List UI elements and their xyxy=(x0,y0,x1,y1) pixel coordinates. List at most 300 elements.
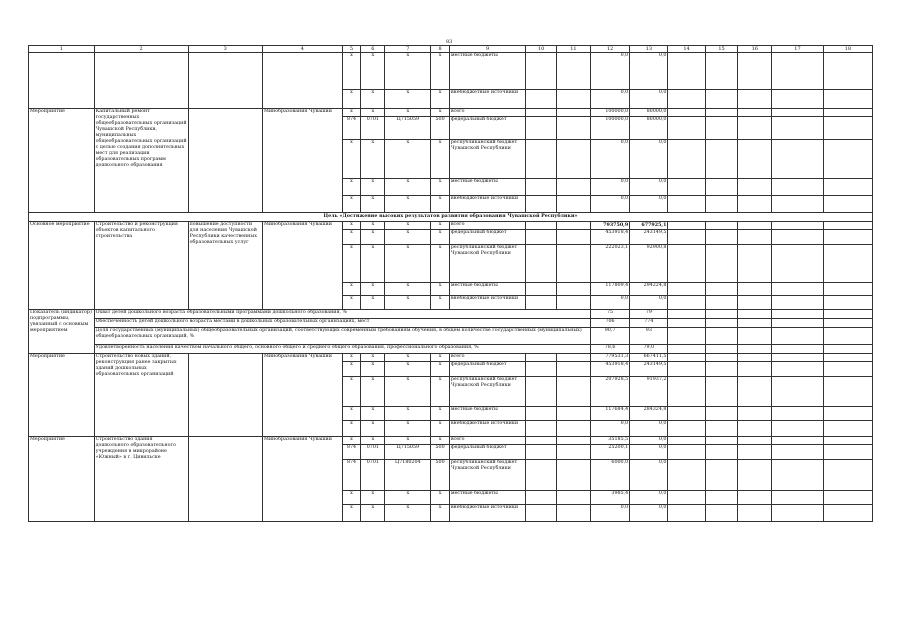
value-col12: 0,0 xyxy=(590,421,629,437)
empty-cell xyxy=(668,296,705,310)
empty-cell xyxy=(556,179,590,196)
kbk-grbs: x xyxy=(342,109,361,117)
empty-cell xyxy=(668,310,705,319)
empty-cell xyxy=(772,460,823,491)
empty-cell xyxy=(772,354,823,362)
empty-cell xyxy=(772,328,823,345)
empty-cell xyxy=(823,245,872,283)
empty-cell xyxy=(772,377,823,407)
empty-cell xyxy=(556,196,590,213)
empty-cell xyxy=(526,109,557,117)
finance-row xyxy=(29,53,873,90)
empty-cell xyxy=(705,421,738,437)
funding-source: местные бюджеты xyxy=(449,491,526,505)
empty-cell xyxy=(668,407,705,421)
kbk-grbs: x xyxy=(342,421,361,437)
kbk-section: x xyxy=(361,362,385,377)
empty-cell xyxy=(668,460,705,491)
empty-cell xyxy=(772,245,823,283)
empty-cell xyxy=(738,362,772,377)
empty-cell xyxy=(738,319,772,328)
empty-cell xyxy=(526,179,557,196)
empty-cell xyxy=(772,109,823,117)
value-col12: 3985,4 xyxy=(590,491,629,505)
funding-source: федеральный бюджет xyxy=(449,362,526,377)
kbk-grbs: x xyxy=(342,283,361,296)
empty-cell xyxy=(556,421,590,437)
empty-cell xyxy=(668,345,705,354)
value-col12: 207928,5 xyxy=(590,377,629,407)
empty-cell xyxy=(668,354,705,362)
indicator-label: Показатель (индикатор) подпрограммы, увязанный с основным мероприятием xyxy=(29,310,95,354)
kbk-section: x xyxy=(361,354,385,362)
empty-cell xyxy=(556,460,590,491)
kbk-target: x xyxy=(385,362,431,377)
kbk-type: x xyxy=(431,222,450,230)
empty-cell xyxy=(738,345,772,354)
value-col12: 222023,1 xyxy=(590,245,629,283)
empty-cell xyxy=(772,421,823,437)
empty-cell xyxy=(705,491,738,505)
empty-cell xyxy=(823,491,872,505)
finance-row xyxy=(29,222,873,230)
empty-cell xyxy=(772,140,823,179)
executor-cell: Минобразования Чувашии xyxy=(262,109,342,213)
empty-cell xyxy=(772,196,823,213)
kbk-target: x xyxy=(385,283,431,296)
kbk-type: x xyxy=(431,53,450,90)
empty-cell xyxy=(556,140,590,179)
indicator-value-12: 90,7 xyxy=(590,328,629,345)
empty-cell xyxy=(738,117,772,140)
header-cell: 17 xyxy=(772,46,823,53)
value-col13: 91937,2 xyxy=(630,377,668,407)
kbk-grbs: x xyxy=(342,53,361,90)
empty-cell xyxy=(738,437,772,445)
empty-cell xyxy=(556,377,590,407)
kbk-target: Ц715059 xyxy=(385,445,431,460)
kbk-grbs: x xyxy=(342,354,361,362)
empty-cell xyxy=(556,505,590,522)
header-cell: 10 xyxy=(526,46,557,53)
header-cell: 15 xyxy=(705,46,738,53)
value-col12: 100000,0 xyxy=(590,109,629,117)
empty-cell xyxy=(526,283,557,296)
indicator-value-13: 93 xyxy=(630,328,668,345)
empty-cell xyxy=(526,53,557,90)
empty-cell xyxy=(668,140,705,179)
empty-cell xyxy=(823,117,872,140)
target-cell xyxy=(188,109,262,213)
kbk-grbs: 874 xyxy=(342,445,361,460)
empty-cell xyxy=(823,407,872,421)
empty-cell xyxy=(823,377,872,407)
empty-cell xyxy=(823,109,872,117)
empty-cell xyxy=(738,230,772,245)
empty-cell xyxy=(556,437,590,445)
empty-cell xyxy=(705,407,738,421)
indicator-row xyxy=(29,310,873,319)
value-col13: 0,0 xyxy=(630,196,668,213)
funding-source: всего xyxy=(449,354,526,362)
header-cell: 16 xyxy=(738,46,772,53)
empty-cell xyxy=(668,196,705,213)
header-cell: 18 xyxy=(823,46,872,53)
empty-cell xyxy=(823,421,872,437)
kbk-type: 500 xyxy=(431,460,450,491)
header-cell: 8 xyxy=(431,46,450,53)
kbk-section: x xyxy=(361,283,385,296)
value-col13: 0,0 xyxy=(630,90,668,109)
empty-cell xyxy=(772,491,823,505)
empty-cell xyxy=(556,283,590,296)
kbk-grbs: x xyxy=(342,296,361,310)
empty-cell xyxy=(556,445,590,460)
header-cell: 12 xyxy=(590,46,629,53)
kbk-target: x xyxy=(385,407,431,421)
kbk-target: x xyxy=(385,53,431,90)
empty-cell xyxy=(668,491,705,505)
kbk-section: x xyxy=(361,179,385,196)
empty-cell xyxy=(705,505,738,522)
executor-cell: Минобразования Чувашии xyxy=(262,354,342,437)
header-cell: 2 xyxy=(94,46,188,53)
empty-cell xyxy=(668,362,705,377)
kbk-target: x xyxy=(385,222,431,230)
kbk-type: x xyxy=(431,245,450,283)
empty-cell xyxy=(705,117,738,140)
empty-cell xyxy=(526,445,557,460)
kbk-section: x xyxy=(361,437,385,445)
indicator-text: Обеспеченность детей дошкольного возраста местами в дошкольных образовательных организациях, мест xyxy=(94,319,590,328)
empty-cell xyxy=(705,196,738,213)
empty-cell xyxy=(772,230,823,245)
value-col12: 35185,5 xyxy=(590,437,629,445)
kbk-grbs: x xyxy=(342,505,361,522)
executor-cell: Минобразования Чувашии xyxy=(262,222,342,310)
value-col13: 243149,5 xyxy=(630,362,668,377)
empty-cell xyxy=(772,179,823,196)
empty-cell xyxy=(668,245,705,283)
kbk-type: x xyxy=(431,354,450,362)
empty-cell xyxy=(705,245,738,283)
kbk-type: x xyxy=(431,230,450,245)
value-col12: 25200,1 xyxy=(590,445,629,460)
status-cell: Мероприятие xyxy=(29,109,95,213)
empty-cell xyxy=(556,296,590,310)
finance-row xyxy=(29,109,873,117)
empty-cell xyxy=(526,407,557,421)
empty-cell xyxy=(705,179,738,196)
funding-source: местные бюджеты xyxy=(449,283,526,296)
empty-cell xyxy=(823,179,872,196)
kbk-type: x xyxy=(431,109,450,117)
indicator-value-12: 706 xyxy=(590,319,629,328)
empty-cell xyxy=(705,362,738,377)
kbk-type: x xyxy=(431,196,450,213)
value-col12: 0,0 xyxy=(590,140,629,179)
kbk-target: x xyxy=(385,491,431,505)
value-col13: 80000,0 xyxy=(630,109,668,117)
funding-source: республиканский бюджет Чувашской Республики xyxy=(449,460,526,491)
empty-cell xyxy=(526,460,557,491)
empty-cell xyxy=(823,196,872,213)
empty-cell xyxy=(526,140,557,179)
kbk-section: 0701 xyxy=(361,460,385,491)
kbk-section: x xyxy=(361,90,385,109)
kbk-section: x xyxy=(361,505,385,522)
kbk-type: x xyxy=(431,505,450,522)
indicator-text: Доля государственных (муниципальных) общеобразовательных организаций, соответствующих современным требованиям обучения, в общем количестве государственных (муниципальных) общеобразовательных организаций, % xyxy=(94,328,590,345)
kbk-target: x xyxy=(385,230,431,245)
empty-cell xyxy=(738,296,772,310)
empty-cell xyxy=(738,109,772,117)
empty-cell xyxy=(556,491,590,505)
empty-cell xyxy=(556,117,590,140)
value-col13: 0,0 xyxy=(630,445,668,460)
empty-cell xyxy=(668,109,705,117)
kbk-section: x xyxy=(361,53,385,90)
indicator-row xyxy=(29,345,873,354)
description-cell: Строительство новых зданий, реконструкция ранее закрытых зданий дошкольных образовательных организаций xyxy=(94,354,188,437)
funding-source: федеральный бюджет xyxy=(449,445,526,460)
empty-cell xyxy=(823,319,872,328)
empty-cell xyxy=(738,377,772,407)
empty-cell xyxy=(823,90,872,109)
funding-source: всего xyxy=(449,222,526,230)
kbk-target: x xyxy=(385,140,431,179)
empty-cell xyxy=(526,245,557,283)
empty-cell xyxy=(823,283,872,296)
empty-cell xyxy=(705,460,738,491)
kbk-type: x xyxy=(431,179,450,196)
kbk-grbs: x xyxy=(342,140,361,179)
value-col13: 0,0 xyxy=(630,421,668,437)
empty-cell xyxy=(526,491,557,505)
empty-cell xyxy=(738,196,772,213)
empty-cell xyxy=(823,460,872,491)
empty-cell xyxy=(705,283,738,296)
empty-cell xyxy=(823,505,872,522)
empty-cell xyxy=(556,222,590,230)
funding-source: местные бюджеты xyxy=(449,53,526,90)
kbk-target: x xyxy=(385,505,431,522)
empty-cell xyxy=(556,109,590,117)
funding-source: внебюджетные источники xyxy=(449,90,526,109)
kbk-type: x xyxy=(431,90,450,109)
empty-cell xyxy=(772,310,823,319)
indicator-value-13: 774 xyxy=(630,319,668,328)
empty-cell xyxy=(823,345,872,354)
empty-cell xyxy=(738,328,772,345)
executor-cell: Минобразования Чувашии xyxy=(262,437,342,522)
kbk-section: x xyxy=(361,230,385,245)
empty-cell xyxy=(705,445,738,460)
empty-cell xyxy=(772,319,823,328)
empty-cell xyxy=(705,377,738,407)
value-col12: 793750,9 xyxy=(590,222,629,230)
target-cell xyxy=(188,354,262,437)
kbk-grbs: x xyxy=(342,230,361,245)
empty-cell xyxy=(823,230,872,245)
value-col12: 117809,4 xyxy=(590,283,629,296)
empty-cell xyxy=(668,53,705,90)
target-cell: повышение доступности для населения Чувашской Республики качественных образовательных услуг xyxy=(188,222,262,310)
value-col13: 0,0 xyxy=(630,491,668,505)
value-col13: 243149,5 xyxy=(630,230,668,245)
empty-cell xyxy=(705,109,738,117)
kbk-type: x xyxy=(431,140,450,179)
kbk-grbs: 874 xyxy=(342,117,361,140)
empty-cell xyxy=(705,354,738,362)
kbk-section: x xyxy=(361,407,385,421)
empty-cell xyxy=(823,53,872,90)
empty-cell xyxy=(705,437,738,445)
empty-cell xyxy=(772,345,823,354)
header-cell: 1 xyxy=(29,46,95,53)
value-col12: 0,0 xyxy=(590,90,629,109)
empty-cell xyxy=(668,437,705,445)
empty-cell xyxy=(705,230,738,245)
empty-cell xyxy=(556,407,590,421)
kbk-target: x xyxy=(385,179,431,196)
empty-cell xyxy=(823,296,872,310)
value-col13: 0,0 xyxy=(630,140,668,179)
kbk-type: 500 xyxy=(431,117,450,140)
kbk-section: x xyxy=(361,245,385,283)
empty-cell xyxy=(823,354,872,362)
kbk-section: x xyxy=(361,196,385,213)
empty-cell xyxy=(526,90,557,109)
value-col13: 80000,0 xyxy=(630,117,668,140)
kbk-type: x xyxy=(431,377,450,407)
empty-cell xyxy=(705,53,738,90)
description-cell: Капитальный ремонт государственных общеобразовательных организаций Чувашской Республики, муниципальных общеобразовательных организаций с целью создания дополнительных мест для реализации образовательных программ дошкольного образования xyxy=(94,109,188,213)
value-col12: 117684,4 xyxy=(590,407,629,421)
value-col12: 0,0 xyxy=(590,296,629,310)
empty-cell xyxy=(526,377,557,407)
value-col13: 677925,1 xyxy=(630,222,668,230)
header-cell: 7 xyxy=(385,46,431,53)
empty-cell xyxy=(668,117,705,140)
empty-cell xyxy=(668,505,705,522)
kbk-type: x xyxy=(431,296,450,310)
kbk-grbs: x xyxy=(342,90,361,109)
kbk-target: x xyxy=(385,109,431,117)
kbk-target: Ц715059 xyxy=(385,117,431,140)
empty-cell xyxy=(823,310,872,319)
empty-cell xyxy=(705,296,738,310)
value-col13: 284324,8 xyxy=(630,407,668,421)
empty-cell xyxy=(738,53,772,90)
indicator-value-12: 78,6 xyxy=(590,345,629,354)
indicator-value-13: 79 xyxy=(630,310,668,319)
kbk-section: 0701 xyxy=(361,445,385,460)
empty-cell xyxy=(556,230,590,245)
empty-cell xyxy=(772,296,823,310)
finance-row xyxy=(29,354,873,362)
header-cell: 14 xyxy=(668,46,705,53)
funding-source: местные бюджеты xyxy=(449,407,526,421)
program-table xyxy=(28,45,873,522)
funding-source: всего xyxy=(449,437,526,445)
header-cell: 11 xyxy=(556,46,590,53)
value-col12: 6000,0 xyxy=(590,460,629,491)
empty-cell xyxy=(526,196,557,213)
kbk-target: x xyxy=(385,296,431,310)
kbk-section: x xyxy=(361,109,385,117)
status-cell xyxy=(29,53,95,109)
goal-cell: Цель «Достижение высоких результатов развития образования Чувашской Республики» xyxy=(29,213,873,222)
header-cell: 13 xyxy=(630,46,668,53)
kbk-target: x xyxy=(385,377,431,407)
header-cell: 4 xyxy=(262,46,342,53)
kbk-section: x xyxy=(361,421,385,437)
indicator-text: Охват детей дошкольного возраста образовательными программами дошкольного образования, % xyxy=(94,310,590,319)
kbk-target: x xyxy=(385,90,431,109)
value-col12: 453918,4 xyxy=(590,362,629,377)
empty-cell xyxy=(556,362,590,377)
empty-cell xyxy=(668,328,705,345)
kbk-target: x xyxy=(385,354,431,362)
value-col12: 0,0 xyxy=(590,196,629,213)
kbk-target: x xyxy=(385,421,431,437)
empty-cell xyxy=(705,345,738,354)
value-col13: 667411,5 xyxy=(630,354,668,362)
funding-source: внебюджетные источники xyxy=(449,505,526,522)
page-number: 83 xyxy=(446,39,453,45)
kbk-type: x xyxy=(431,362,450,377)
empty-cell xyxy=(705,319,738,328)
empty-cell xyxy=(556,245,590,283)
value-col12: 100000,0 xyxy=(590,117,629,140)
value-col12: 453918,4 xyxy=(590,230,629,245)
empty-cell xyxy=(738,460,772,491)
header-cell: 3 xyxy=(188,46,262,53)
empty-cell xyxy=(772,222,823,230)
empty-cell xyxy=(738,445,772,460)
kbk-section: x xyxy=(361,491,385,505)
empty-cell xyxy=(772,362,823,377)
funding-source: федеральный бюджет xyxy=(449,117,526,140)
indicator-row xyxy=(29,328,873,345)
empty-cell xyxy=(772,445,823,460)
header-cell: 5 xyxy=(342,46,361,53)
kbk-grbs: x xyxy=(342,222,361,230)
empty-cell xyxy=(738,421,772,437)
empty-cell xyxy=(668,445,705,460)
executor-cell xyxy=(262,53,342,109)
empty-cell xyxy=(526,354,557,362)
description-cell: Строительство здания дошкольного образовательного учреждения в микрорайоне «Южный» в г. Цивильске xyxy=(94,437,188,522)
value-col13: 0,0 xyxy=(630,179,668,196)
kbk-section: 0701 xyxy=(361,117,385,140)
funding-source: республиканский бюджет Чувашской Республики xyxy=(449,245,526,283)
empty-cell xyxy=(526,230,557,245)
funding-source: местные бюджеты xyxy=(449,179,526,196)
empty-cell xyxy=(738,407,772,421)
funding-source: внебюджетные источники xyxy=(449,296,526,310)
value-col12: 0,0 xyxy=(590,53,629,90)
empty-cell xyxy=(526,505,557,522)
kbk-grbs: x xyxy=(342,377,361,407)
empty-cell xyxy=(772,505,823,522)
empty-cell xyxy=(738,354,772,362)
kbk-grbs: x xyxy=(342,196,361,213)
funding-source: всего xyxy=(449,109,526,117)
empty-cell xyxy=(705,328,738,345)
empty-cell xyxy=(705,90,738,109)
